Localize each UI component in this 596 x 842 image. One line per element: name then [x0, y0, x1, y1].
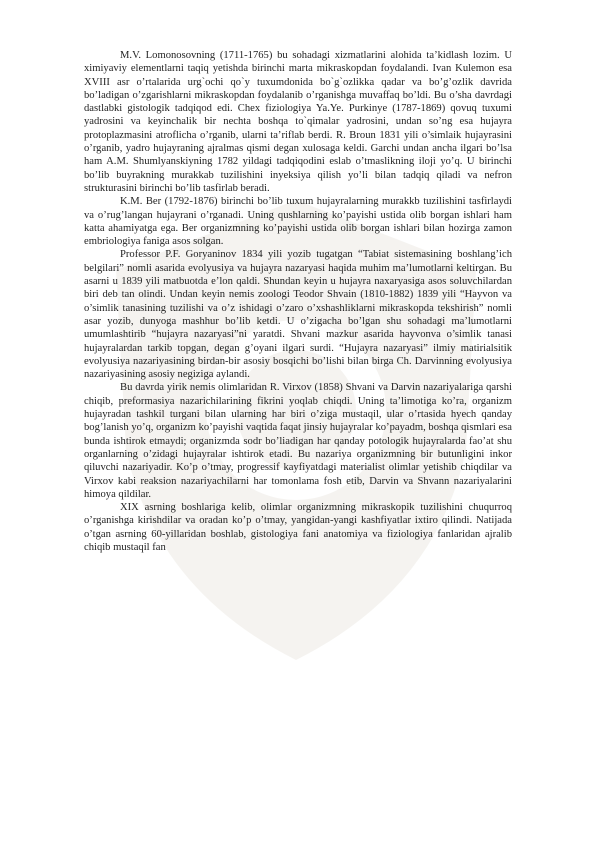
document-body — [84, 49, 512, 554]
paragraph-virxov: Bu davrda yirik nemis olimlaridan R. Virxov (1858) Shvani va Darvin nazariyalariga qarshi chiqib, preformasiya nazarichilarining fikrini yoqlab chiqdi. Uning ta’limotiga ko’ra, organizm hujayradan tashkil turgani bilan ularning har biri o’ziga mustaqil, ular o’rtasida hyech qanday bog’lanish yo’q, organizm ko’payishi vaqtida faqat jinsiy hujayralar ko’payadm, boshqa qismlari esa bunda ishtirok etmaydi; organizmda sodr bo’liadigan har qanday potologik hujayralarda fao’at shu organlarning o’zidagi hujayralar ishtirok etadi. Bu nazariya organizmning bir butunligini inkor qiluvchi nazariyadir. Ko’p o’tmay, progressif kayfiyatdagi materialist olimlar yetishib chiqdilar va Virxov kabi reaksion nazariyachilarni har tomonlama fosh etib, Darvin va Shvann nazariyalarini himoya qildilar. — [84, 382, 512, 500]
paragraph-ber: K.M. Ber (1792-1876) birinchi bo’lib tuxum hujayralarning murakkb tuzilishini tasfirlaydi va o’rug’langan hujayrani o’rganadi. Uning qushlarning ko’payishi ustida olib borgan ishlari ham katta ahamiyatga ega. Ber organizmning ko’payishi ustida olib borgan ishlari bilan hozirga zamon embriologiya faniga asos solgan. — [84, 196, 512, 248]
paragraph-goryaninov: Professor P.F. Goryaninov 1834 yili yozib tugatgan “Tabiat sistemasining boshlang’ich belgilari” nomli asarida evolyusiya va hujayra nazaryasi haqida muhim ma’lumotlarni keltirgan. Bu asarni u 1839 yili matbuotda e’lon qaldi. Shundan keyin u hujayra naxaryasiga asos soluvchilardan biri deb tan olindi. Undan keyin nemis zoologi Teodor Shvain (1810-1882) 1839 yili “Hayvon va o’simlik tanasining tuzilishi va o’z ishidagi o’zaro o’xshashliklarni mikraskopda tekshirish” nomli asar yozib, dunyoga mashhur bo’lib ketdi. U o’zigacha bo’lgan shu sohadagi ma’lumotlarni umumlashtirib “hujayra nazaryasi”ni yaratdi. Shvani mazkur asarida hayvonva o’simlik tanasi hujayralardan tarkib topgan, degan g’oyani ilgari surdi. “Hujayra nazaryasi” ilmiy matirialsitik evolyusiya nazariyasining birdan-bir asosiy bosqichi bo’lishi bilan birga Ch. Darvinning evolyusiya nazariyasining asosiy negiziga aylandi. — [84, 249, 512, 381]
paragraph-lomonosov: M.V. Lomonosovning (1711-1765) bu sohadagi xizmatlarini alohida ta’kidlash lozim. U ximiyaviy elementlarni taqiq yetishda birinchi marta mikraskopdan foydalandi. Ivan Kulemon esa XVIII asr o’rtalarida urg`ochi qo`y tuxumdonida bo`g`ozlikka qadar va bo’g’ozlik davrida bo’ladigan o’zgarishlarni mikraskopdan foydalanib o’rganishga muvaffaq bo’ldi. Bu o’sha davrdagi dastlabki gistologik tadqiqod edi. Chex fiziologiya Ya.Ye. Purkinye (1787-1869) qovuq tuxumi yadrosini va keyinchalik bir nechta boshqa to`qimalar yadrosini, undan so’ng esa hujayra protoplazmasini atroflicha o’rganib, ularni ta’riflab berdi. R. Broun 1831 yili o’simlaik hujayrasini o’rganib, yadro hujayraning ajralmas qismi degan xulosaga keldi. Garchi undan ancha ilgari bo’lsa ham A.M. Shumlyanskiyning 1782 yildagi tadqiqodini eslab o’tmaslikning iloji yo’q. U birinchi bo’lib buyrakning murakkab tuzilishini inyeksiya qilish yo’li bilan tadqiq qiladi va nefron strukturasini birinchi bo’lib tasfirlab beradi. — [84, 50, 512, 194]
paragraph-xix-century: XIX asrning boshlariga kelib, olimlar organizmning mikraskopik tuzilishini chuqurroq o’rganishga kirishdilar va oradan ko’p o’tmay, yangidan-yangi kashfiyatlar ixtiro qilindi. Natijada o’tgan asrning 60-yillaridan boshlab, gistologiya fani anatomiya va fiziologiya fanlaridan ajralib chiqib mustaqil fan — [84, 502, 512, 553]
